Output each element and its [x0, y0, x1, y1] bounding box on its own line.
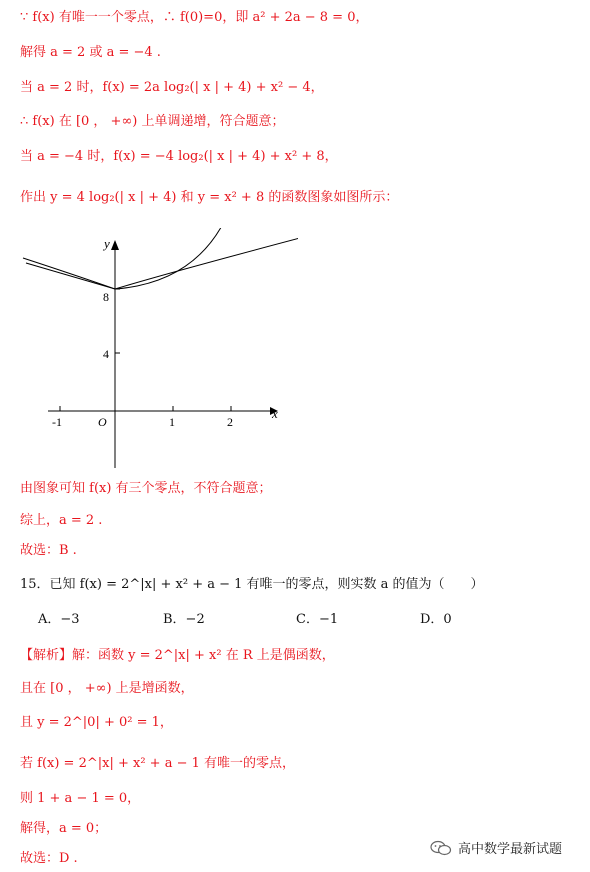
y-tick-label-8: 8 — [103, 290, 109, 304]
solution-line-3: 且 y = 2^|0| + 0² = 1， — [20, 715, 173, 730]
option-c: C．−1 — [296, 612, 339, 627]
line-answer-b: 故选：B . — [20, 543, 77, 558]
line-monotonic: ∴ f(x) 在 [0 ， +∞) 上单调递增，符合题意； — [20, 114, 285, 129]
x-tick-label-neg1: -1 — [52, 415, 62, 429]
wechat-icon — [430, 840, 452, 856]
line-case-a-neg4: 当 a = −4 时，f(x) = −4 log₂(| x | + 4) + x² + 8， — [20, 149, 338, 164]
line-graph-intro: 作出 y = 4 log₂(| x | + 4) 和 y = x² + 8 的函数图象如图所示： — [20, 190, 399, 205]
watermark — [430, 838, 562, 857]
solution-line-4: 若 f(x) = 2^|x| + x² + a − 1 有唯一的零点， — [20, 756, 295, 771]
solution-line-7: 故选：D . — [20, 851, 78, 866]
question-15: 15．已知 f(x) = 2^|x| + x² + a − 1 有唯一的零点，则实数 a 的值为（ ） — [20, 577, 484, 592]
line-zero-condition: ∵ f(x) 有唯一一个零点，∴ f(0)=0，即 a² + 2a − 8 = 0， — [20, 10, 369, 25]
watermark-text: 高中数学最新试题 — [458, 842, 563, 857]
x-tick-label-1: 1 — [169, 415, 175, 429]
option-d: D．0 — [420, 612, 452, 627]
origin-label: O — [98, 415, 107, 429]
solution-line-6: 解得，a = 0； — [20, 821, 108, 836]
option-b: B．−2 — [163, 612, 205, 627]
log-curve — [26, 238, 298, 289]
line-case-a2: 当 a = 2 时，f(x) = 2a log₂(| x | + 4) + x² − 4， — [20, 80, 324, 95]
line-solve-a: 解得 a = 2 或 a = −4 . — [20, 45, 161, 60]
line-three-zeros: 由图象可知 f(x) 有三个零点，不符合题意； — [20, 481, 272, 496]
y-axis-label: y — [104, 236, 110, 251]
solution-line-5: 则 1 + a − 1 = 0， — [20, 791, 141, 806]
x-tick-label-2: 2 — [227, 415, 233, 429]
solution-line-1: 【解析】解：函数 y = 2^|x| + x² 在 R 上是偶函数， — [20, 648, 335, 663]
function-graph — [18, 228, 298, 473]
option-a: A．−3 — [38, 612, 80, 627]
line-conclusion: 综上，a = 2 . — [20, 513, 103, 528]
solution-line-2: 且在 [0 ， +∞) 上是增函数， — [20, 681, 194, 696]
parabola-curve — [23, 228, 225, 289]
y-axis-arrow — [111, 240, 119, 250]
x-axis-label: x — [272, 406, 278, 421]
y-tick-label-4: 4 — [103, 347, 109, 361]
